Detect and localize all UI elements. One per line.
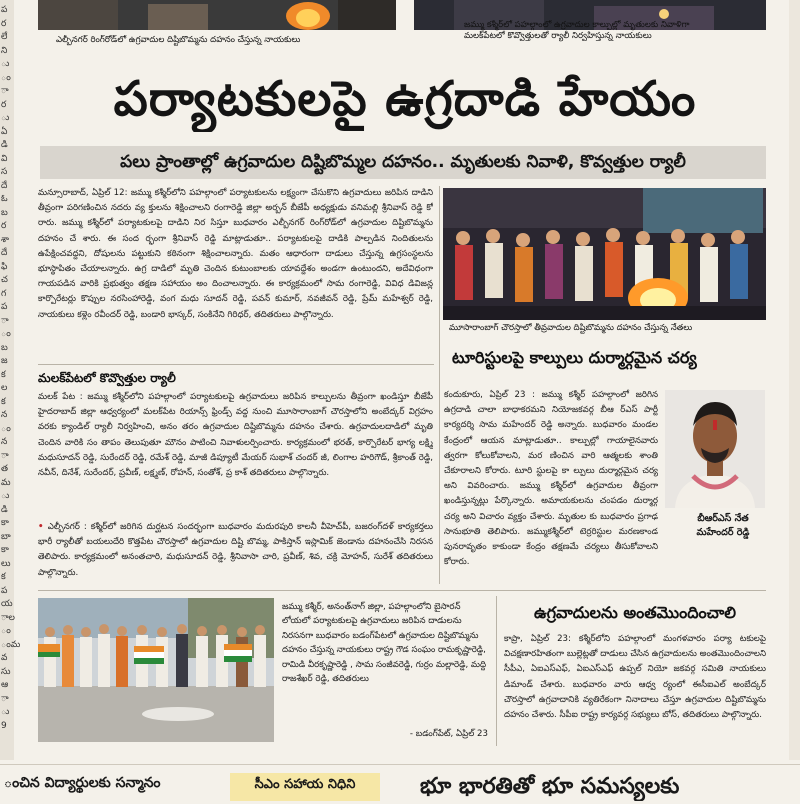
- left-strip-char: ప: [1, 585, 8, 596]
- left-strip-char: న: [1, 410, 8, 420]
- main-headline: పర్యాటకులపై ఉగ్రదాడి హేయం: [113, 71, 697, 127]
- left-strip-char: చ: [1, 275, 8, 285]
- left-strip-char: ా: [1, 315, 9, 326]
- left-strip-char: ల: [1, 383, 8, 393]
- left-strip-char: మ: [1, 477, 11, 488]
- terrorists-body: కాప్రా, ఏప్రిల్ 23: కశ్మీర్‌లోని పహల్గాంలో మంగళవారం పర్యా టకులపై విచక్షణారహితంగా బుల్లెట్లతో దాడులు చేసిన ఉగ్రవాదులను అంతమొందించాలని సీపీఎ, ఏఐఎస్ఎఫ్, ఏఐఎస్ఎఫ్ ఉప్పల్ నియో జకవర్గ సమితి నాయకులు డిమాండ్ చేశారు. బుధవారం వారు ఆధ్వ ర్యంలో ఈసీఐఎల్ అంబేద్కర్ చౌరస్తాలో ఉగ్రవాదానికి వ్యతిరేకంగా నినాదాలు చేస్తూ ఉగ్రవాదుల దిష్టిబొమ్మను దహనం చేశారు. సీపీఐ రాష్ట్ర కార్యవర్గ సభ్యులు బోస్, తదితరులు పాల్గొన్నారు.: [504, 634, 766, 721]
- left-strip-char: ప: [1, 5, 8, 15]
- left-strip-char: ఏ: [1, 126, 8, 137]
- moosarambagh-caption: మూసారాంబాగ్ చౌరస్తాలో తీవ్రవాదుల దిష్టిబొమ్మను దహనం చేస్తున్న నేతలు: [449, 323, 693, 333]
- left-strip-char: గ: [1, 288, 7, 299]
- left-strip-char: డి: [1, 504, 8, 515]
- left-strip-char: శా: [1, 234, 9, 245]
- mahender-reddy-portrait: [665, 390, 765, 508]
- divider: [38, 590, 766, 591]
- left-strip-char: ప: [1, 302, 8, 312]
- badangpet-dateline: - బడంగ్‌పేట్, ఏప్రిల్ 23: [409, 729, 488, 739]
- left-strip-char: వ: [1, 653, 8, 663]
- top-left-caption: ఎల్బీనగర్ రింగ్‌రోడ్‌లో ఉగ్రవాదుల దిష్టిబొమ్మను దహనం చేస్తున్న నాయకులు: [56, 35, 301, 45]
- top-right-caption: జమ్ము కశ్మీర్‌లో పహల్గాంలో ఉగ్రవాదుల కాల్పుల్లో మృతులకు నివాళిగా మలక్‌పేటలో కొవ్వొత్తులతో ర్యాలీ నిర్వహిస్తున్న నాయకులు: [464, 20, 690, 41]
- lbnagar-body: ఎల్బీనగర్ : కశ్మీర్‌లో జరిగిన దుర్ఘటన సందర్భంగా బుధవారం మదురపురి కాలనీ వీహెచ్‌పీ, బజరంగ్‌దళ్ కార్యకర్తలు భారీ ర్యాలీతో బయలుదేరి కొత్తపేట చౌరస్తాలో ఉగ్రవాదుల దిష్టి బొమ్మ, పాకిస్తాన్ ఇస్లామిక్ జెండాను దహనంచేసి నిరసన తెలిపారు. కార్యక్రమంలో అనంతచారి, మధుసూదన్ రెడ్డి, శ్రీనివాసా చారి, ప్రవీణ్, శివ, చక్రి మోహన్, సురేశ్ తదితరులు పాల్గొన్నారు.: [38, 522, 433, 578]
- left-strip-char: న: [1, 437, 8, 447]
- left-strip-char: ఫి: [1, 261, 8, 272]
- left-strip-char: దే: [1, 180, 8, 191]
- left-strip-char: క: [1, 572, 6, 582]
- left-strip-char: ు: [1, 707, 10, 717]
- left-strip-char: ు: [1, 113, 10, 123]
- portrait-caption: [680, 512, 766, 540]
- left-strip-text: [1, 4, 20, 733]
- bullet-icon: •: [38, 522, 48, 532]
- terrorists-heading: ఉగ్రవాదులను అంతమొందించాలి: [533, 603, 737, 622]
- badangpet-caption: జమ్ము కశ్మీర్, అనంత్‌నాగ్ జిల్లా, పహల్గాంలోని బైసారన్ లోయలో పర్యాటకులపై ఉగ్రవాదులు జరిపిన దాడులను నిరసనగా బుధవారం బడంగ్‌పేటలో ఉగ్రవాదుల దిష్టిబొమ్మను దహనం చేస్తున్న నాయకులు రాష్ట్ర గౌడ సంఘం రామకృష్ణారెడ్డి, రామిడి వీరకృష్ణారెడ్డి , సామ సంజీవరెడ్డి, గుర్రం మల్లారెడ్డి, మద్ది రాజశేఖర్ రెడ్డి, తదితరులు: [282, 602, 487, 685]
- left-strip-char: బా: [1, 531, 11, 542]
- lbnagar-story: [38, 520, 433, 584]
- column-divider: [439, 186, 440, 584]
- left-strip-char: ఓ: [1, 194, 8, 204]
- badangpet-photo: [38, 598, 274, 742]
- left-strip-char: ని: [1, 45, 8, 56]
- moosarambagh-photo: [443, 188, 766, 320]
- left-strip-char: ం: [1, 72, 11, 83]
- left-strip-char: బ: [1, 207, 8, 218]
- left-strip-char: లే: [1, 32, 8, 42]
- tourists-heading: టూరిస్టులపై కాల్పులు దుర్మార్గమైన చర్య: [452, 348, 697, 367]
- left-strip-char: దే: [1, 248, 8, 258]
- left-strip-char: 9: [1, 720, 7, 731]
- left-strip-char: ం: [1, 626, 11, 636]
- bottom-teasers: [0, 764, 800, 804]
- left-strip-char: డి: [1, 140, 8, 150]
- story-mansoorabad-body: మన్సూరాబాద్, ఏప్రిల్ 12: జమ్ము కశ్మీర్‌లోని పహల్గాంలో పర్యాటకులను లక్ష్యంగా చేసుకొని ఉగ్రవాదులు జరిపిన దాడిని తీవ్రంగా పరిగణించిన నదరు వ్య క్తులను శిక్షించాలని రంగారెడ్డి జిల్లా అర్బన్ బీజేపీ అధ్యక్షుడు వనిమల్లి శ్రీనివాస్ రెడ్డి కో రారు. జమ్ము కశ్మీర్‌లో పర్యాటకులపై దాడిని నిర సిస్తూ బుధవారం ఎల్బీనగర్ రింగ్‌రోడ్‌లో ఉగ్రవాదుల దిష్టిబొమ్మను దహనం చే శారు. ఈ సంద ర్భంగా శ్రీనివాస్ రెడ్డి మాట్లాడుతూ.. పర్యాటకులపై దాడికి పాల్పడిన నిందితులను ఉపేక్షించవద్దని, దోషులను పట్టుకుని కఠినంగా శిక్షించాలన్నారు. మతం ఆధారంగా దాడులు చేస్తున్న ఉగ్రసంస్థలను భూస్థాపితం చేయాలన్నారు. ఉగ్ర దాడిలో మృతి చెందిన కుటుంబాలకు యావద్దేశం అండగా ఉంటుందని, అదేవిధంగా గాయపడిన వారికి ప్రభుత్వం తక్షణ సహాయం అం దించాలన్నారు. ఈ కార్యక్రమంలో సామ రంగారెడ్డి, వివిధ డివిజన్ల కార్పొరేటర్లు కొప్పుల నరసింహారెడ్డి, వంగ మధు సూదన్ రెడ్డి, పవన్ కుమార్, నవజీవన్ రెడ్డి, ప్రేమ్ మహేశ్వర్ రెడ్డి, నాయకులు కళ్లెం రవీందర్ రెడ్డి, బండారి భాస్కర్, సంకినేని గిరిధర్, తదితరులు పాల్గొన్నారు.: [38, 188, 433, 320]
- malakpet-body: మలక్ పేట : జమ్ము కశ్మీర్‌లోని పహల్గాంలో పర్యాటకులపై ఉగ్రవాదులు జరిపిన కాల్పులను తీవ్రంగా ఖండిస్తూ బీజేపీ హైదరాబాద్ జిల్లా ఆధ్వర్యంలో మలక్‌పేట రియాన్స్ ఫ్రిండ్స్ వద్ద నుంచి మూసారాంబాగ్ చౌరస్తాలోని అంబేద్కర్ విగ్రహం వరకు క్యాండిల్ ర్యాలీ నిర్వహించి, అనం తరం ఉగ్రవాదుల దిష్టిబొమ్మను దహనం చేశారు. ఉగ్రవాదులదాడిలో మృతి చెందిన వారికి సం తాపం తెలుపుతూ మౌనం పాటించి నివాళులర్పించారు. కార్యక్రమంలో భరత్, కార్పొరేటర్ భాగ్య లక్ష్మి మధుసూదన్ రెడ్డి, సురేందర్ రెడ్డి, రమేశ్ రెడ్డి, మాజీ డిప్యూటీ మేయర్ సుభాశ్ చందర్ జీ, లింగాల హరిగౌడ్, శ్రీకాంత్ రెడ్డి, నవీన్, దినేశ్, సురేందర్, ప్రవీణ్, లక్ష్మణ్, రోహన్, సంతోశ్, ప్ర కాశ్ తదితరులు పాల్గొన్నారు.: [38, 392, 433, 479]
- portrait-caption-line2: మహేందర్ రెడ్డి: [696, 527, 750, 538]
- left-strip-char: ర: [1, 99, 7, 110]
- left-strip-char: ాల: [1, 612, 15, 623]
- left-strip-char: ా: [1, 86, 9, 96]
- left-strip-char: ఆ: [1, 680, 9, 690]
- left-strip-char: ం: [1, 329, 11, 339]
- right-column-strip: [789, 0, 800, 760]
- left-strip-char: క: [1, 396, 6, 407]
- left-strip-char: ు: [1, 491, 10, 501]
- left-strip-char: బ: [1, 342, 8, 353]
- left-strip-char: ు: [1, 59, 10, 69]
- tourists-body: కందుకూరు, ఏప్రిల్ 23 : జమ్ము కశ్మీర్ పహల్గాంలో జరిగిన ఉగ్రదాడి చాలా బాధాకరమని నియోజకవర్గ బీఆ ర్ఎస్ పార్టీ కార్యదర్శి సామ మహేందర్ రెడ్డి అన్నారు. బుధవారం మండల కేంద్రంలో ఆయన మాట్లాడుతూ.. కాల్పుల్లో గాయాలైనవారు త్వరగా కోలుకోవాలని, మర ణించిన వారి ఆత్మలకు శాంతి చేకూరాలని కోరారు. టూరి స్టులపై కా ల్పులు దుర్మార్గమైన చర్య అని వివరించారు. జమ్ము కశ్మీర్‌లో ఉగ్రవాదుల తీవ్రంగా ఖండిస్తున్నట్లు పేర్కొన్నారు. అమాయకులను చంపడం దుర్మార్గ చర్య అని విచారం వ్యక్తం చేశారు. మృతుల కు బుధవారం ప్రగాఢ సానుభూతి తెలిపారు. జమ్ముకశ్మీర్‌లో టెర్రరిస్టుల మరణకాండ పునరావృతం కాకుండా కేంద్రం తక్షణమే చర్యలు తీసుకోవాలని కోరారు.: [444, 390, 658, 568]
- left-strip-char: ం: [1, 423, 11, 434]
- column-divider: [496, 596, 497, 746]
- divider: [38, 364, 434, 365]
- left-strip-char: వి: [1, 153, 8, 164]
- left-strip-char: ర: [1, 18, 7, 29]
- left-strip-char: కా: [1, 545, 9, 555]
- bottom-teaser-right: భూ భారతితో భూ సమస్యలకు: [420, 773, 680, 799]
- left-strip-char: జ: [1, 356, 8, 366]
- left-strip-char: య: [1, 599, 13, 609]
- left-strip-char: ా: [1, 693, 9, 704]
- left-strip-char: ర: [1, 221, 7, 231]
- left-strip-char: ంమ: [1, 639, 21, 650]
- left-strip-char: ా: [1, 450, 9, 461]
- bottom-teaser-middle: సీఎం సహాయ నిధిని: [230, 773, 380, 801]
- left-strip-char: సు: [1, 666, 11, 677]
- left-strip-char: కా: [1, 518, 9, 528]
- left-strip-char: లు: [1, 558, 11, 569]
- malakpet-heading: మలక్‌పేటలో కొవ్వొత్తుల ర్యాలీ: [38, 371, 176, 385]
- left-strip-char: త: [1, 464, 9, 474]
- top-left-photo: [38, 0, 396, 30]
- sub-headline: పలు ప్రాంతాల్లో ఉగ్రవాదుల దిష్టిబొమ్మల దహనం.. మృతులకు నివాళి, కొవ్వత్తుల ర్యాలీ: [40, 146, 766, 179]
- left-strip-char: క: [1, 369, 6, 380]
- portrait-caption-line1: బీఆర్ఎస్ నేత: [697, 513, 749, 524]
- left-strip-char: స: [1, 167, 8, 177]
- bottom-teaser-left: ంచిన విద్యార్థులకు సన్మానం: [4, 775, 161, 791]
